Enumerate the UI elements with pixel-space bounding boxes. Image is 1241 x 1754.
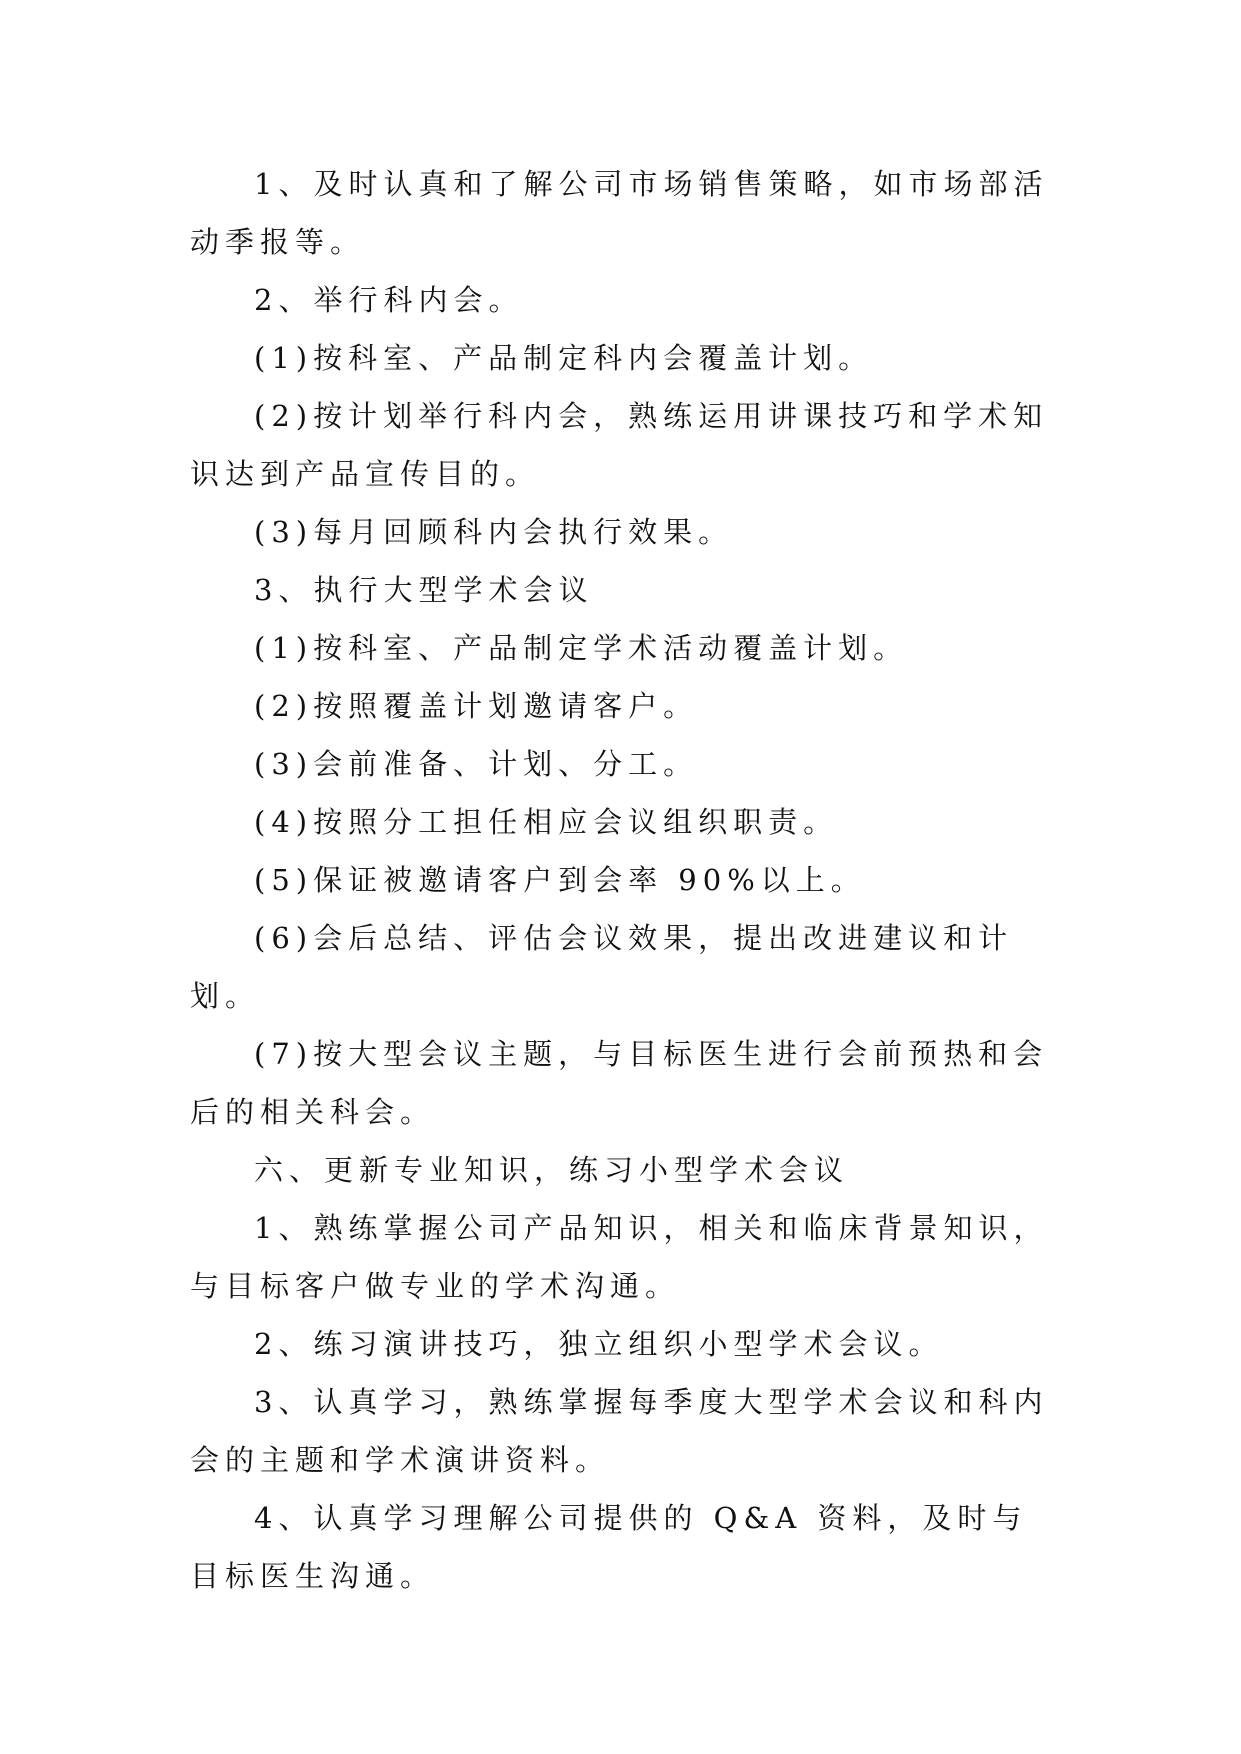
paragraph-5: (3)每月回顾科内会执行效果。	[254, 515, 734, 549]
paragraph-10: (4)按照分工担任相应会议组织职责。	[254, 805, 839, 839]
section-heading-6: 六、更新专业知识，练习小型学术会议	[254, 1153, 850, 1187]
paragraph-1: 1、及时认真和了解公司市场销售策略，如市场部活动季报等。	[190, 167, 1049, 259]
paragraph-18: 4、认真学习理解公司提供的 Q&A 资料，及时与目标医生沟通。	[190, 1501, 1028, 1593]
paragraph-8: (2)按照覆盖计划邀请客户。	[254, 689, 699, 723]
paragraph-15: 1、熟练掌握公司产品知识，相关和临床背景知识，与目标客户做专业的学术沟通。	[190, 1211, 1049, 1303]
paragraph-16: 2、练习演讲技巧，独立组织小型学术会议。	[254, 1327, 944, 1361]
paragraph-17: 3、认真学习，熟练掌握每季度大型学术会议和科内会的主题和学术演讲资料。	[190, 1385, 1049, 1477]
paragraph-9: (3)会前准备、计划、分工。	[254, 747, 699, 781]
paragraph-13: (7)按大型会议主题，与目标医生进行会前预热和会后的相关科会。	[190, 1037, 1049, 1129]
paragraph-2: 2、举行科内会。	[254, 283, 524, 317]
document-page	[190, 155, 1050, 1605]
paragraph-3: (1)按科室、产品制定科内会覆盖计划。	[254, 341, 874, 375]
paragraph-12: (6)会后总结、评估会议效果，提出改进建议和计划。	[190, 921, 1014, 1013]
paragraph-4: (2)按计划举行科内会，熟练运用讲课技巧和学术知识达到产品宣传目的。	[190, 399, 1049, 491]
paragraph-7: (1)按科室、产品制定学术活动覆盖计划。	[254, 631, 909, 665]
paragraph-11: (5)保证被邀请客户到会率 90%以上。	[254, 863, 866, 897]
paragraph-6: 3、执行大型学术会议	[254, 573, 594, 607]
